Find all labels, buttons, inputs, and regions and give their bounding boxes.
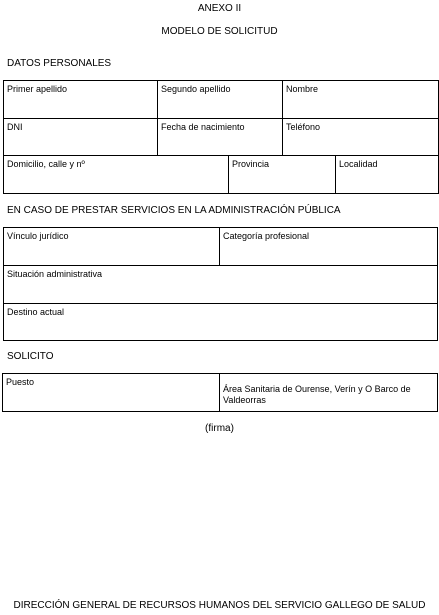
annex-label: ANEXO II (197, 3, 242, 14)
signature-label: (firma) (205, 423, 234, 434)
solicito-heading: SOLICITO (7, 351, 54, 362)
area-field[interactable] (220, 374, 438, 412)
segundo-apellido-label: Segundo apellido (161, 84, 231, 94)
domicilio-label: Domicilio, calle y nº (7, 159, 85, 169)
nombre-label: Nombre (286, 84, 319, 94)
localidad-field[interactable] (336, 156, 439, 194)
destino-label: Destino actual (7, 307, 65, 317)
vinculo-field[interactable] (4, 228, 220, 266)
nombre-field[interactable] (283, 81, 439, 119)
destino-field[interactable] (4, 304, 438, 341)
primer-apellido-label: Primer apellido (7, 84, 68, 94)
fecha-nacimiento-label: Fecha de nacimiento (161, 122, 245, 132)
provincia-field[interactable] (229, 156, 336, 194)
area-value: Área Sanitaria de Ourense, Verín y O Barco de Valdeorras (223, 384, 411, 405)
categoria-field[interactable] (220, 228, 438, 266)
footer-recipient: DIRECCIÓN GENERAL DE RECURSOS HUMANOS DEL SERVICIO GALLEGO DE SALUD (13, 600, 426, 611)
telefono-field[interactable] (283, 119, 439, 156)
fecha-nacimiento-field[interactable] (158, 119, 283, 156)
categoria-label: Categoría profesional (223, 231, 310, 241)
personal-data-table (3, 80, 439, 194)
vinculo-label: Vínculo jurídico (7, 231, 69, 241)
puesto-label: Puesto (6, 377, 35, 387)
primer-apellido-field[interactable] (4, 81, 158, 119)
personal-data-heading: DATOS PERSONALES (7, 58, 112, 69)
public-admin-heading: EN CASO DE PRESTAR SERVICIOS EN LA ADMINISTRACIÓN PÚBLICA (7, 205, 341, 216)
situacion-field[interactable] (4, 266, 438, 304)
telefono-label: Teléfono (286, 122, 321, 132)
segundo-apellido-field[interactable] (158, 81, 283, 119)
puesto-field[interactable] (3, 374, 220, 412)
public-admin-table (3, 227, 438, 341)
dni-field[interactable] (4, 119, 158, 156)
dni-label: DNI (7, 122, 23, 132)
situacion-label: Situación administrativa (7, 269, 103, 279)
localidad-label: Localidad (339, 159, 378, 169)
solicito-table (2, 373, 438, 412)
form-title: MODELO DE SOLICITUD (161, 26, 278, 37)
provincia-label: Provincia (232, 159, 270, 169)
domicilio-field[interactable] (4, 156, 229, 194)
